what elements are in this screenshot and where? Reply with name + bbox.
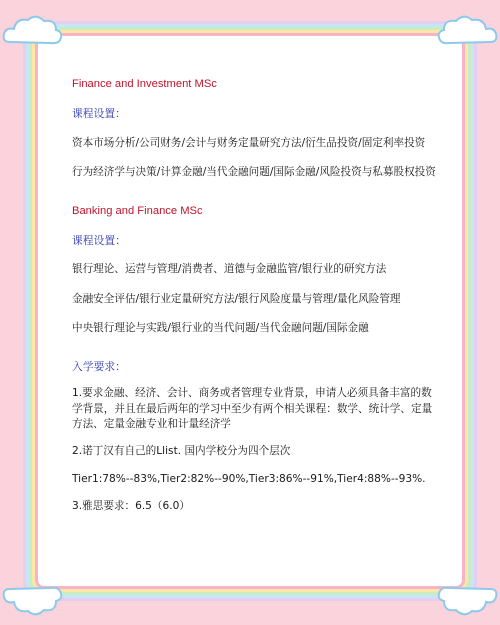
cloud-decoration-icon <box>2 12 64 48</box>
course-line: 资本市场分析/公司财务/会计与财务定量研究方法/衍生品投资/固定利率投资 <box>72 136 426 149</box>
document-body <box>72 76 438 514</box>
course-line: 金融安全评估/银行业定量研究方法/银行风险度量与管理/量化风险管理 <box>72 292 401 305</box>
courses-label: 课程设置： <box>72 233 126 247</box>
admission-item: Tier1:78%--83%,Tier2:82%--90%,Tier3:86%--91%,Tier4:88%--93%. <box>72 472 426 485</box>
admission-item: 3.雅思要求：6.5（6.0） <box>72 499 190 512</box>
program-title: Banking and Finance MSc <box>72 204 203 217</box>
course-line: 中央银行理论与实践/银行业的当代问题/当代金融问题/国际金融 <box>72 322 369 335</box>
admission-item: 2.诺丁汉有自己的Llist. 国内学校分为四个层次 <box>72 445 291 458</box>
admission-label: 入学要求： <box>72 359 126 373</box>
cloud-decoration-icon <box>436 12 498 48</box>
cloud-decoration-icon <box>436 583 498 619</box>
cloud-decoration-icon <box>2 583 64 619</box>
course-line: 行为经济学与决策/计算金融/当代金融问题/国际金融/风险投资与私募股权投资 <box>72 166 436 179</box>
course-line: 银行理论、运营与管理/消费者、道德与金融监管/银行业的研究方法 <box>72 263 387 276</box>
admission-item: 1.要求金融、经济、会计、商务或者管理专业背景，申请人必须具备丰富的数学背景，并且在最后两年的学习中至少有两个相关课程：数学、统计学、定量方法、定量金融专业和计量经济学 <box>72 387 433 430</box>
program-title: Finance and Investment MSc <box>72 78 217 90</box>
courses-label: 课程设置： <box>72 107 126 121</box>
